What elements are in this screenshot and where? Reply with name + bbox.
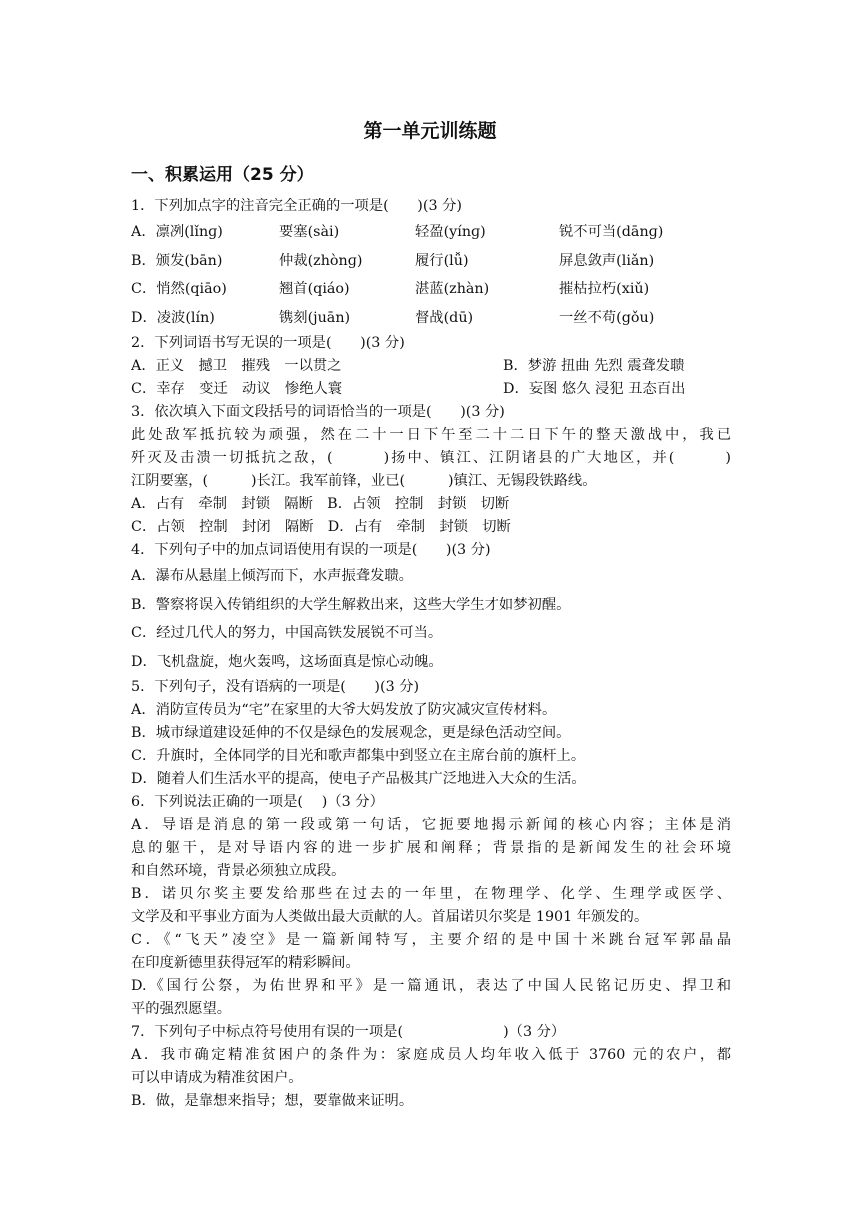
q7-option-b: B．做，是靠想来指导；想，要靠做来证明。 [131,1093,414,1109]
q3-stem: 3．依次填入下面文段括号的词语恰当的一项是( )(3 分) [131,404,505,420]
q1-option-b2: 仲裁(zhònɡ) [279,252,363,269]
q3-options-cd: C．占领 控制 封闭 隔断 D．占有 牵制 封锁 切断 [131,519,511,535]
q2-option-d: D．妄图 悠久 浸犯 丑态百出 [503,381,686,397]
q5-stem: 5．下列句子，没有语病的一项是( )(3 分) [131,679,420,695]
q1-option-c1: C．悄然(qiāo) [131,281,227,297]
q4-option-a: A．瀑布从悬崖上倾泻而下，水声振聋发聩。 [131,568,413,584]
q3-passage-line: 江阴要塞，( )长江。我军前锋，业已( )镇江、无锡段铁路线。 [131,473,597,489]
q7-stem: 7．下列句子中标点符号使用有误的一项是( )（3 分） [131,1024,566,1040]
q1-option-c4: 摧枯拉朽(xiǔ) [559,281,650,297]
q4-option-c: C．经过几代人的努力，中国高铁发展锐不可当。 [131,625,443,641]
q1-option-c3: 湛蓝(zhàn) [415,281,490,297]
q4-option-b: B．警察将误入传销组织的大学生解救出来，这些大学生才如梦初醒。 [131,596,571,613]
q3-passage-line: 歼灭及击溃一切抵抗之敌，( )扬中、镇江、江阴诸县的广大地区，并( ) [131,450,731,466]
q1-option-b1: B．颁发(bān) [131,252,223,269]
q3-passage-line: 此处敌军抵抗较为顽强，然在二十一日下午至二十二日下午的整天激战中，我已 [131,427,731,443]
q1-option-row [131,218,731,247]
q6-option-c-line: C．《“飞天”凌空》是一篇新闻特写，主要介绍的是中国十米跳台冠军郭晶晶 [131,932,731,948]
q1-option-a2: 要塞(sài) [279,224,340,240]
q2-option-c: C．幸存 变迁 动议 惨绝人寰 [131,381,343,397]
q6-option-d-line: 平的强烈愿望。 [131,1001,232,1017]
q5-option-a: A．消防宣传员为“宅”在家里的大爷大妈发放了防灾减灾宣传材料。 [131,702,557,718]
q2-option-a: A．正义 撼卫 摧残 一以贯之 [131,358,342,374]
q1-option-c2: 翘首(qiáo) [279,281,350,297]
q6-option-a-line: A．导语是消息的第一段或第一句话，它扼要地揭示新闻的核心内容；主体是消 [131,817,731,833]
q5-option-d: D．随着人们生活水平的提高，使电子产品极其广泛地进入大众的生活。 [131,771,586,787]
q1-option-d3: 督战(dū) [415,309,474,326]
q6-option-a-line: 和自然环境，背景必须独立成段。 [131,863,346,879]
q1-stem: 1．下列加点字的注音完全正确的一项是( )(3 分) [131,198,462,214]
q5-option-c: C．升旗时，全体同学的目光和歌声都集中到竖立在主席台前的旗杆上。 [131,748,586,764]
q7-option-a-line: A．我市确定精准贫困户的条件为：家庭成员人均年收入低于 3760 元的农户，都 [131,1047,731,1063]
q6-option-b-line: B．诺贝尔奖主要发给那些在过去的一年里，在物理学、化学、生理学或医学、 [131,886,731,902]
q1-option-row [131,247,731,276]
q1-option-row [131,304,731,333]
question-content [131,195,731,1113]
q6-option-b-line: 文学及和平事业方面为人类做出最大贡献的人。首届诺贝尔奖是 1901 年颁发的。 [131,909,649,925]
q1-option-a3: 轻盈(yínɡ) [415,224,486,240]
page-title: 第一单元训练题 [363,120,497,142]
q1-option-d2: 镌刻(juān) [279,309,351,326]
q1-option-b3: 履行(lǚ) [415,252,469,269]
q6-stem: 6．下列说法正确的一项是( )（3 分） [131,794,384,810]
q2-options-cd [131,378,731,401]
q6-option-a-line: 息的躯干，是对导语内容的进一步扩展和阐释；背景指的是新闻发生的社会环境 [131,840,731,856]
q4-stem: 4．下列句子中的加点词语使用有误的一项是( )(3 分) [131,542,491,558]
q2-option-b: B．梦游 扭曲 先烈 震聋发聩 [503,358,685,374]
q6-option-d-line: D.《国行公祭，为佑世界和平》是一篇通讯，表达了中国人民铭记历史、捍卫和 [131,978,731,994]
q1-option-b4: 屏息敛声(liǎn) [559,252,655,269]
q6-option-c-line: 在印度新德里获得冠军的精彩瞬间。 [131,955,360,971]
q5-option-b: B．城市绿道建设延伸的不仅是绿色的发展观念，更是绿色活动空间。 [131,725,571,741]
q2-options-ab [131,355,731,378]
q1-option-d1: D．凌波(lín) [131,309,215,326]
q3-options-ab: A．占有 牵制 封锁 隔断 B．占领 控制 封锁 切断 [131,496,510,512]
q7-option-a-line: 可以申请成为精准贫困户。 [131,1070,303,1086]
q1-option-row [131,275,731,304]
section-heading: 一、积累运用（25 分） [131,165,314,185]
q1-option-a4: 锐不可当(dānɡ) [559,224,664,240]
q1-option-a1: A．凛冽(lǐnɡ) [131,224,223,240]
q4-option-d: D．飞机盘旋，炮火轰鸣，这场面真是惊心动魄。 [131,653,443,670]
q2-stem: 2．下列词语书写无误的一项是( )(3 分) [131,335,405,351]
q1-option-d4: 一丝不苟(gǒu) [559,309,655,326]
